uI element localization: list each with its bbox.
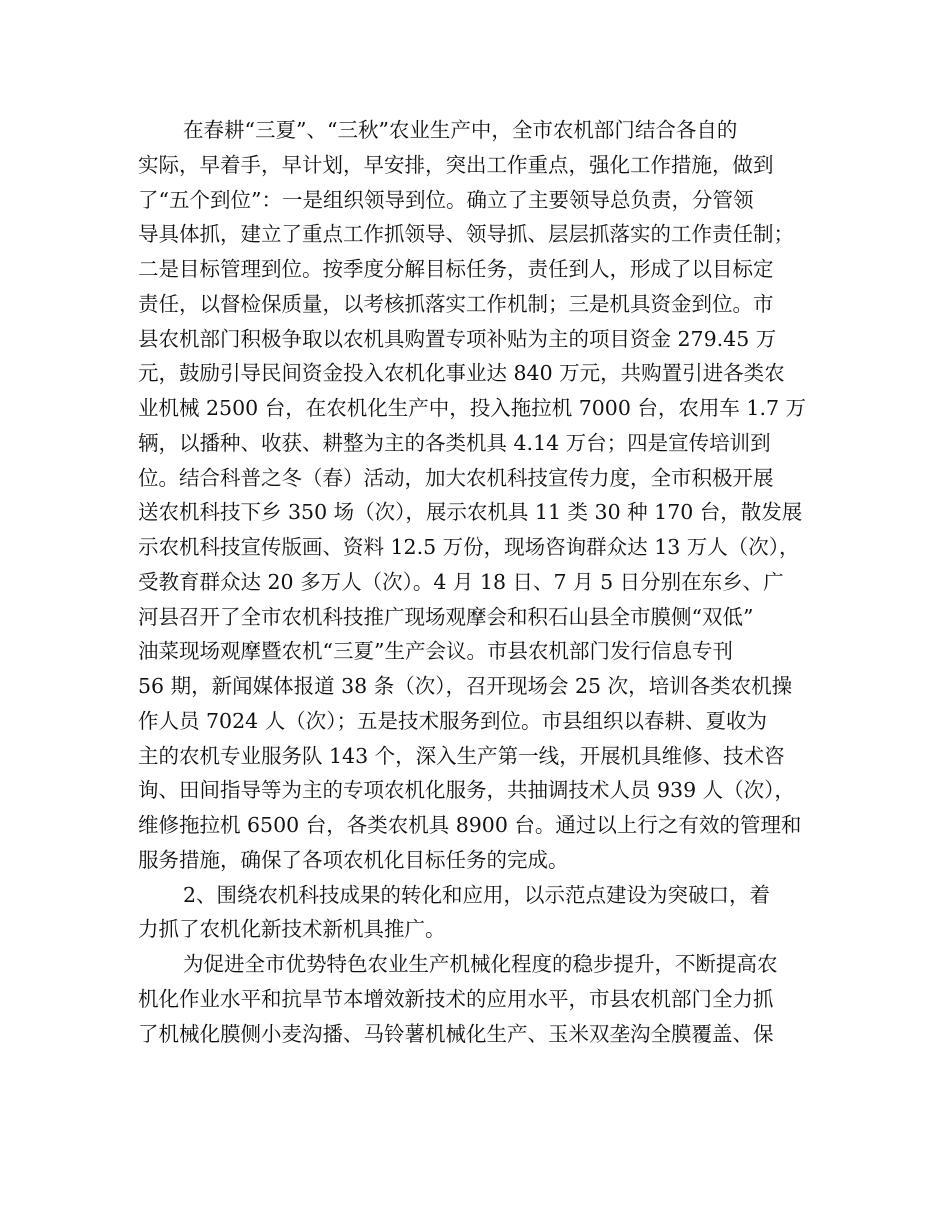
- text-line: 河县召开了全市农机科技推广现场观摩会和积石山县全市膜侧“双低”: [138, 604, 754, 629]
- text-line: 了“五个到位”：一是组织领导到位。确立了主要领导总负责，分管领: [138, 187, 754, 212]
- text-line: 责任，以督检保质量，以考核抓落实工作机制；三是机具资金到位。市: [138, 291, 774, 316]
- text-line: 力抓了农机化新技术新机具推广。: [138, 917, 446, 942]
- text-line: 实际，早着手，早计划，早安排，突出工作重点，强化工作措施，做到: [138, 152, 774, 177]
- paragraph-3: [138, 947, 828, 1051]
- text-line: 业机械 2500 台，在农机化生产中，投入拖拉机 7000 台，农用车 1.7 万: [138, 396, 807, 420]
- text-line: 在春耕“三夏”、“三秋”农业生产中，全市农机部门结合各自的: [183, 118, 738, 142]
- text-line: 导具体抓，建立了重点工作抓领导、领导抓、层层抓落实的工作责任制；: [138, 222, 794, 247]
- text-line: 作人员 7024 人（次）；五是技术服务到位。市县组织以春耕、夏收为: [138, 708, 767, 733]
- paragraph-1: [138, 113, 828, 878]
- text-line: 位。结合科普之冬（春）活动，加大农机科技宣传力度，全市积极开展: [138, 465, 774, 490]
- text-line: 服务措施，确保了各项农机化目标任务的完成。: [138, 847, 569, 872]
- text-line: 询、田间指导等为主的专项农机化服务，共抽调技术人员 939 人（次），: [138, 778, 795, 803]
- text-line: 元，鼓励引导民间资金投入农机化事业达 840 万元，共购置引进各类农: [138, 361, 785, 386]
- text-line: 为促进全市优势特色农业生产机械化程度的稳步提升，不断提高农: [183, 952, 778, 976]
- text-line: 辆，以播种、收获、耕整为主的各类机具 4.14 万台；四是宣传培训到: [138, 430, 771, 455]
- text-line: 56 期，新闻媒体报道 38 条（次），召开现场会 25 次，培训各类农机操: [138, 674, 793, 698]
- text-line: 送农机科技下乡 350 场（次），展示农机具 11 类 30 种 170 台，散发展: [138, 500, 803, 525]
- text-line: 油菜现场观摩暨农机“三夏”生产会议。市县农机部门发行信息专刊: [138, 639, 733, 664]
- text-line: 县农机部门积极争取以农机具购置专项补贴为主的项目资金 279.45 万: [138, 326, 777, 351]
- paragraph-2: [138, 878, 828, 948]
- text-line: 主的农机专业服务队 143 个，深入生产第一线，开展机具维修、技术咨: [138, 743, 785, 768]
- document-body: [138, 113, 828, 1051]
- text-line: 二是目标管理到位。按季度分解目标任务，责任到人，形成了以目标定: [138, 257, 774, 281]
- text-line: 2、围绕农机科技成果的转化和应用，以示范点建设为突破口，着: [183, 882, 771, 907]
- text-line: 示农机科技宣传版画、资料 12.5 万份，现场咨询群众达 13 万人（次），: [138, 535, 800, 559]
- text-line: 机化作业水平和抗旱节本增效新技术的应用水平，市县农机部门全力抓: [138, 986, 774, 1011]
- text-line: 维修拖拉机 6500 台，各类农机具 8900 台。通过以上行之有效的管理和: [138, 813, 802, 837]
- text-line: 受教育群众达 20 多万人（次）。4 月 18 日、7 月 5 日分别在东乡、广: [138, 569, 784, 594]
- text-line: 了机械化膜侧小麦沟播、马铃薯机械化生产、玉米双垄沟全膜覆盖、保: [138, 1021, 774, 1046]
